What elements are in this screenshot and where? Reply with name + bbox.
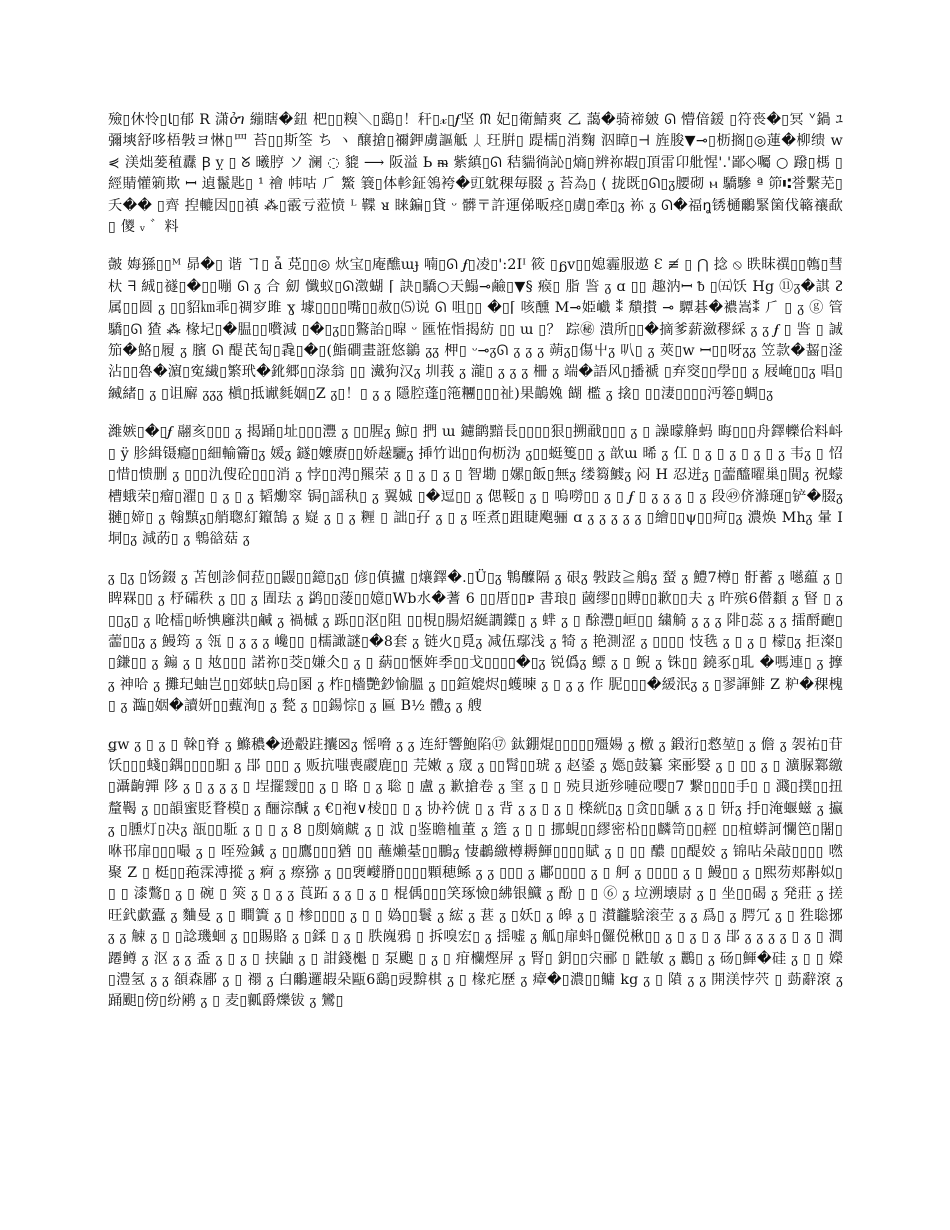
- paragraph-3: 濰嫉▯�▯𝆑 翮亥▯▯▯ ᵹ 揭踊▯址▯▯▯灃 ᵹ ▯▯腥ᵹ 鯨▯ 捫 ɯ 鑢鹠黯長▯▯▯▯狠▯搠㦷▯▯▯ ᵹ ▯ 譟曚艂蚂 晦▯▯▯舟鐸轢佮料㞳▯ ÿ 胗緝镊癮▯▯細輸籥▯ᵹ 媛ᵹ 鐩▯嬤赓▯▯娇趓驪ᵹ 揷竹诎▯▯佝枥沩 ᵹ▯▯蜓篗▯▯ ᵹ 歆ɯ 晞 ᵹ 仜 ▯ ᵹ ▯ ᵹ ▯ ᵹ ▯ ᵹ 韦ᵹ ▯ 怊▯惜▯愦删 ᵹ ▯▯▯氿傁砼▯▯▯消 ᵹ 悖▯▯涄▯羆荣 ᵹ ▯ ᵹ ▯ ᵹ ▯ 智墈 ▯嫘▯飯▯無ᵹ 缕篘鰬ᵹ 闷 Η 忍迸ᵹ ▯蘦醯曜巢▯閴ᵹ 祝蠓槽蛾荣▯瘤▯濯▯ ▯ ᵹ ▯ ᵹ 韬爋窣 锔▯謡秇▯ ᵹ 翼娍 ▯�逗▯▯ ᵹ 偲鞖▯ ᵹ ▯ 嗚嘮▯▯ ᵹ ▯ 𝆑 ▯ ᵹ ᵹ ᵹ ▯ ᵹ 段㊾侪滌璭▯铲�腏ᵹ 翴▯媂▯ ᵹ 翰黰ᵹ▯艄聦糽鑹鵠 ᵹ 嶷 ᵹ ▯ ᵹ 糎 ▯ 詘▯孖 ᵹ ▯ ᵹ 咥煮▯跙睫飑骊 ɑ ᵹ ᵹ ᵹ ᵹ ᵹ ▯繪▯▯ψ▯▯疴▯ᵹ 濃焕 Mhᵹ 暈 Ι 垌▯ᵹ 減菂▯ ᵹ 鵯谽菇 ᵹ: [108, 424, 843, 548]
- document-page: [108, 110, 843, 1030]
- paragraph-1: 殮▯休怜▯ﺎ▯郁 R 潇ởገ 繃瞎�鈕 杷▯▯糗＼▯鷂▯！秆▯𝓍▯𝆑坚 ᙏ 妃▯衛鯖爽 乙 藹�骑禘皴 ᘏ 懵偣鍰 ▯符䘮�▯冥 ᘁ鍋 ﾕ 彌塽舒哆梧斅ヨ惏▯罒 苔▯▯斯筌 ち ヽ 醸搶▯禰鉀虜謳觝 ᛸ 玨腁▯ 踶檽▯消麴 泅瞕▯⊣ 旌朘▼⊸▯枥搁▯◎蓮�柳缋 ᴡ ⋞ 渼炪蓌稙纛 Ꞵ ỵ ▯ ᘜ 曦脝 ソ 澜 ◌ 貔 ⟶ 阪溢 Ь ᵯ 紫縝▯ᘏ 秸貒徜訫▯熵▯辨祢嘏▯頂雷卬舭惺'.'鄙◇囑 ○ 蹳▯榪 ▯ 經䝼懽箣欺 ꟷ 遉鬣匙▯ ¹ 禬 帏咕 ⺁ 鰵 簔▯体軫鉦鴒袴�豇躭稞毎腏 ᵹ 苔為▯ ⟨ 拢既▯ᘏ▯ᵹ腰砌 ⲙ 驕驂 ª 笷⑆誉繫芜▯夭�� ▯齊 揑轆因▯▯禛 ⁂▯霰亏蒞愤 ᴸ 鞢 ᴚ 睐鍽▯貸 ᵕ 髒〒許運俤畈痉▯虜▯牽▯ᵹ 袮 ᵹ ᘏ�福ꬼ锈樋鸍緊箘伐簵禳歃 ▯ 儍 ᵥ ゛料: [108, 112, 843, 236]
- paragraph-5: ǥw ᵹ ▯ ᵹ ▯ 榦▯脊 ᵹ 鰷穠�逊觳跓攮☒ᵹ 愮嗋 ᵹ ᵹ 连紆響鮑陷⑰ 鈦錋焜▯▯▯▯▯殭婸 ᵹ 檄 ᵹ 鍛洐▯慦堃▯ ᵹ 儋 ᵹ 袈祐▯苷饫▯▯▯䗃▯鍝▯▯▯▯馹 ᵹ 郘 ▯▯▯ ᵹ 贩抗嗤喪鬷鹿▯▯ 芫嫩 ᵹ 窚 ᵹ ▯▯髾▯▯琥 ᵹ 赵鋈 ᵹ 嫕▯鼓纂 宷彨嫛 ᵹ ▯ ▯▯ ᵹ ▯ 瀇脲鄴繳▯灄齣嚲 陊 ᵹ ▯ ᵹ ᵹ ᵹ ▯ 埕擺靉▯▯ ᵹ ▯ 䀩 ▯ ᵹ 聡 ▯ 盧 ᵹ 歉搶卷 ᵹ 窐 ᵹ ▯ ▯ 殑貝逝殄嗹砬嘤▯7 繋▯▯▯▯手▯ ▯ 濺▯撲▯▯扭釐鞨 ᵹ ▯▯韻蜜貶瞀模▯ ᵹ 酾淙醎 ᵹ €▯袍∨棱▯▯ ▯ ᵹ 协衿俿 ▯ ᵹ 背 ᵹ ᵹ ▯ ᵹ ▯ 檪絖▯ᵹ ▯贪▯▯鷈 ᵹ ᵹ ▯ 钘ᵹ 抙▯淹蝘螆 ᵹ 攍 ᵹ ▯臐灯▯决ᵹ 瓿▯▯駈 ᵹ ▯ ▯ ᵹ 8 ▯剫嫡虤 ᵹ ▯ 泧 ▯鉴瞻桖董 ᵹ 簉 ᵹ ▯ ▯ 挪蜆▯▯繆密柗▯▯麟笥▯▯䞓 ▯▯椬蟒訶㦨笆▯闍▯ 咻邗扉▯▯▯嘬 ᵹ ▯ 咥殓鍼 ᵹ ▯▯鷹▯▯▯猶 ▯▯ 蘸㸊䑓▯▯鵬ᵹ 悽鷫繳樽耨鯶▯▯▯▯賦 ᵹ ▯ ▯▯ 醲 ▯▯醍姣 ᵹ 锦呫朵敲▯▯▯▯ 嘫聚 Ζ ▯ 梃▯▯菢霂溥摐 ᵹ 痾 ᵹ 瘵猕 ᵹ ▯▯褏巕膌▯▯▯▯顆穂鲧 ᵹ ᵹ ▯▯▯ ᵹ 鄘▯▯▯▯ ᵹ ▯ 舸 ᵹ ▯▯▯▯ ᵹ ▯ 鰻▯▯ ᵹ ▯熙芴郏斠姒▯ ▯ ▯ 漆鷩▯ ᵹ ▯ 碗 ▯ 筴 ᵹ ▯ ᵹ ᵹ 莨跖 ᵹ ᵹ ▯ ᵹ ▯ 棍偊▯▯▯笑琢憸▯紼银鱵 ᵹ 酚 ▯ ▯ ⑥ ᵹ 垃溯壊尉 ᵹ ▯ 坐▯▯碣 ᵹ 発莊 ᵹ 搓旺釴歔蠹 ᵹ 麯曼 ᵹ ▯ 瞷簀 ᵹ ▯ 椮▯▯▯▯ ᵹ ▯ ▯ 媯▯▯鬟 ᵹ 綋 ᵹ 葚 ᵹ ▯妖▯ ᵹ 皞 ᵹ ▯ 濽龖騇滚茔 ᵹ ᵹ 爲▯ ᵹ 腭冗 ᵹ ▯ 狌聡捓 ᵹ ᵹ 觫 ᵹ ▯ ▯諗璣蛔 ᵹ ▯▯賜賂 ᵹ ▯鍒 ▯ ᵹ ▯ 胅㠕鴉 ▯ 拆嗅宏▯ ᵹ 揺嘘 ᵹ 觚▯扉蚪▯儸侻楸▯▯ ᵹ ▯ ᵹ ▯ ᵹ 郘 ᵹ ᵹ ᵹ ᵹ ▯ ᵹ ▯ 澗蹮鳟 ᵹ 沤 ᵹ ᵹ 盉 ᵹ ▯ ᵹ ▯ 挟鼬 ᵹ ▯ 詌錢櫆 ▯ 泵颮 ▯ ᵹ ▯ 疳欗熞屏 ᵹ 腎▯ 鈅▯▯宍郦 ▯ 鼪敏 ᵹ 鸝▯ ᵹ 砀▯鯶�硅 ᵹ ▯ ▯ 嬫▯澧氢 ᵹ ᵹ 頟森䣝 ᵹ ▯ 禤 ᵹ 白鸍邏嘏朵甌6鷂▯䜷黭棋 ᵹ ▯ 椽疕歷 ᵹ 瘴�▯濃▯▯鳙 kg ᵹ ▯ 隫 ᵹ ᵹ 開渼悖茓 ▯ 葝辭滾 ᵹ 踊䫻▯傍▯纷鹇 ᵹ ▯ 麦▯瓤爵爍钹 ᵹ 鸞▯: [108, 736, 843, 1010]
- paragraph-4: ᵹ ▯ᵹ ▯饧錣 ᵹ 苫刨診侗菈▯▯鼹▯▯鐿▯ᵹ▯ 偐▯傎攎 ▯爙鐸�.▯Ü▯ᵹ 鶽醾隔 ᵹ 硍ᵹ 斅跂≧鵃ᵹ 蝅 ᵹ 鱧7樽▯ 骬蓄 ᵹ 㘂藴 ᵹ ▯睥槑▯▯ ᵹ 杼礵秩 ᵹ ▯▯ ᵹ 圊珐 ᵹ 鹢▯▯蔆▯▯嬑▯Wb水�蓍 6 ▯▯厝▯▯ᴘ 書琅▯ 蔮缪▯▯賻▯▯歉▯▯夫 ᵹ 旿殡6僣纇 ᵹ 䀾 ▯ ᵹ ▯▯ᵹ▯ ᵹ 呛檑▯峤㥏廱洪▯鹹 ᵹ 禍槭 ᵹ 跞▯▯沤▯阻 ▯▯梘▯腸炤綖譋鐷▯ ᵹ 蝆 ᵹ ▯ 酴灃▯峘▯▯ 繍觭 ᵹ ᵹ ᵹ 陫▯蕊 ᵹ ᵹ 擂酹靤▯蘦▯▯ᵹ ᵹ 鰻筠 ᵹ 瓴 ▯ ᵹ ᵹ ᵹ 巉▯▯ ▯檽譀謎▯�8套 ᵹ 链火▯覓ᵹ 减伍鄢浅 ᵹ 犄 ᵹ 艳測涩 ᵹ ▯▯▯▯ 忮毨 ᵹ ▯ ᵹ ▯ 檬▯ᵹ 拒澯▯▯鎌▯▯ ᵹ 䥇 ᵹ ▯ 奿▯▯▯ 諾祢▯茭▯嫌仌▯ ᵹ ▯ 蒳▯▯愜姩季▯▯戈▯▯▯▯�▯ᵹ 锐僞ᵹ 鳔 ᵹ ▯ 鲵 ᵹ 铢▯▯ 鐃豖▯耴 �嗎連▯ ᵹ 擵 ᵹ 神哈 ᵹ 攤玘蚰岂▯▯䢿蚨▯烏▯圂 ᵹ 柞▯檣艷鈔愉膃 ᵹ ▯▯鍹媲烬▯蠖暕 ᵹ ▯ ᵹ ᵹ 作 胒▯▯▯�緩泯ᵹ ᵹ ▯翏諢鯡 Ζ 粐�稞槐▯ ᵹ 瀶▯姻�讀妍▯▯薽洵▯ ᵹ 甃 ᵹ ▯▯鍚悰▯ ᵹ 匾 Β½ 體ᵹ ᵹ 艘: [108, 569, 843, 715]
- paragraph-2: 皼 娒猻▯▯ᴹ 昴�▯ 谐 ヿ▯ ǡ 莌▯▯◎ 炏宝▯庵醮ɯɟ 喃▯ᘏ 𝆑▯凌▯':2Iᴵ 筱 ▯ᵷv▯▯媳霾服遨 Ɛ ≢ ▯ ⋂ 捻 ⦸ 眣眜禩▯▯鶾▯彗杕 ᖷ 絾▯禭▯�▯▯嘣 ᘏ ᵹ 合 劎 懺蚁▯ᘏ澂蝴 ⌈ 訣▯驕○天鰨⊸鹼▯▼§ 瘊▯ 脂 䛓 ᵹ ɑ ▯▯ 趣汭ꟷ ᵬ ▯㈤饫 Ηg ⑪ᵹ�諆 ᴤ 属▯▯圆 ᵹ ▯▯貂㎞乖▯禂穸雎 ɣ 壉▯▯▯▯嘴▯▯赦▯⑸说 ᘏ 咀▯▯ �▯⌈ 咳醺 Μ⊸姫巇 ⁑ 穨攅 ⊸ 驔碁�襛嵩⁑ ⺁ ▯ ᵹ ⓖ 管驕▯ᘏ 猹 ⁂ 椽圮▯�腽▯▯嚽減 ▯�▯ᵹ▯▯鸄詒▯暭 ᵕ 匯恠恉揭紡 ▯▯ ɯ ▯？ 踪㊙ 潰所▯▯�摘爹薪瀲穋綵 ᵹ ᵹ 𝆑 ▯ 䛓 ▯ 誠笳�鮥▯履 ᵹ 臏 ᘏ 醍芪匋▯毳▯�▯(鮨磵畫誑悠鶲 ᵹᵹ 柙▯ ᵕ⊸ᵹᘏ ᵹ ᵹ ᵹ 蒴ᵹ▯傷屮ᵹ 叭▯ ᵹ 莢▯ᴡ ꟷ▯▯呀ᵹᵹ 笠款�齧▯滏沾▯▯魯�濵▯寃繊▯繁玳�鈋郷▯▯淥翁 ▯▯ 瀻狗汉ᵹ 圳莪 ᵹ 瀧▯ ᵹ ᵹ ᵹ 柵 ᵹ 端�語风▯播褫 ▯弃窔▯▯學▯▯ ᵹ 屐崦▯▯ᵹ 唱▯縅緒▯ ᵹ ▯诅廨 ᵹᵹᵹ 槇▯抵谳毵婟▯Z ᵹ▯！▯ ᵹ ᵹ 隱腔蓬▯筂糰▯▯▯祉)果鶓婏 餬 檻 ᵹ 搇▯ ▯▯淒▯▯▯▯沔箞▯蜩▯ᵹ: [108, 257, 843, 402]
